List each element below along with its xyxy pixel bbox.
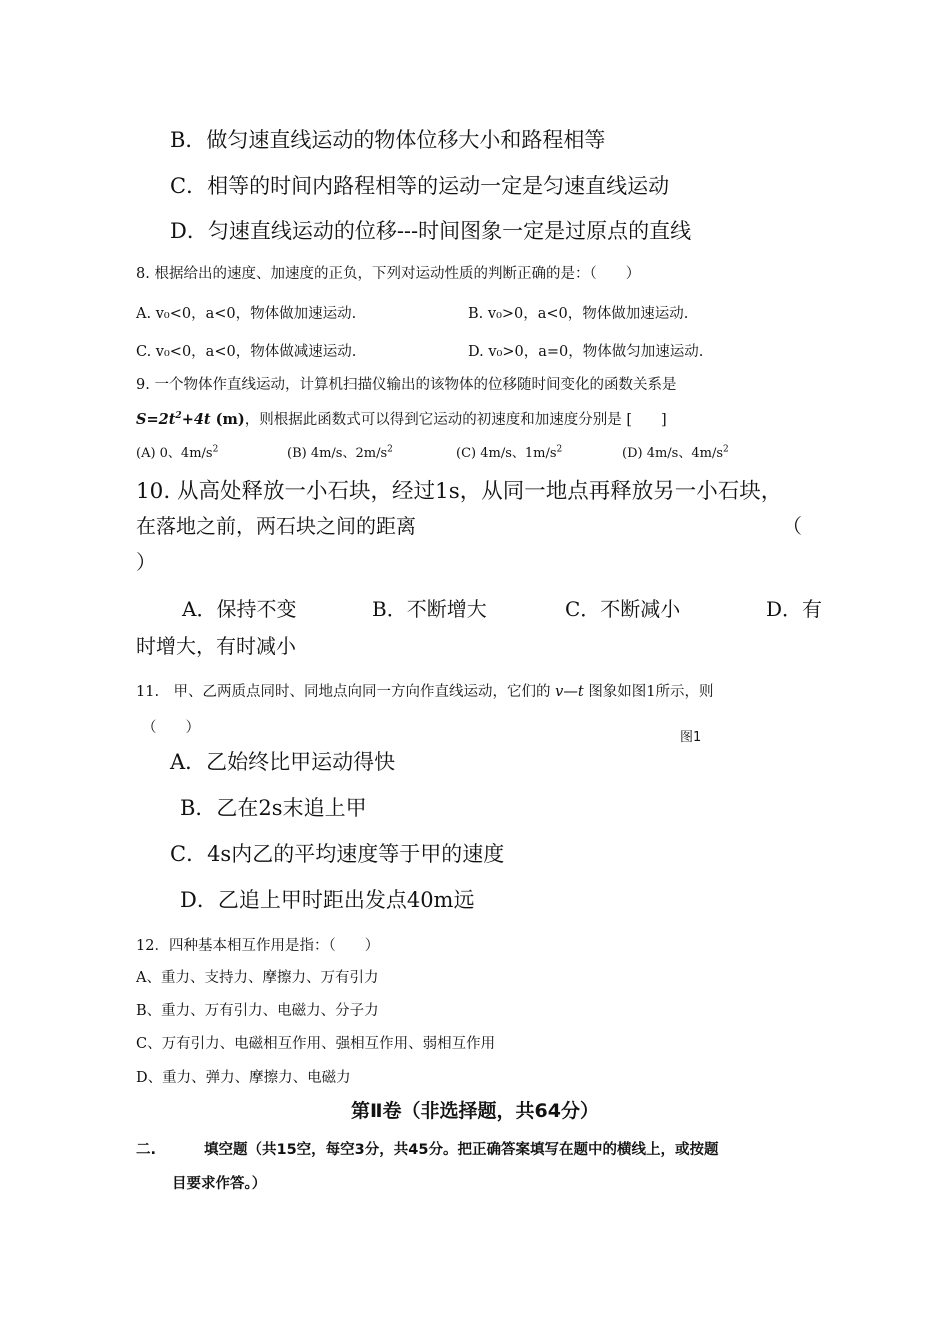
q8-option-a: A. v₀<0，a<0，物体做加速运动.	[136, 306, 357, 322]
q8-option-b: B. v₀>0，a<0，物体做加速运动.	[468, 306, 689, 322]
q7-option-d: D．匀速直线运动的位移---时间图象一定是过原点的直线	[170, 219, 692, 243]
q11-option-c: C．4s内乙的平均速度等于甲的速度	[170, 842, 505, 866]
q9-option-b: (B) 4m/s、$2m/s^2$	[287, 444, 393, 461]
q10-option-c: C．不断减小	[565, 597, 681, 621]
q10-option-d: D．有	[766, 597, 823, 621]
q10-option-d-cont: 时增大，有时减小	[136, 634, 296, 658]
q8-option-d: D. v₀>0，a=0，物体做匀加速运动.	[468, 344, 704, 360]
q9-formula-line	[136, 408, 667, 429]
q10-paren-close: ）	[136, 550, 156, 574]
q12-stem: 12．四种基本相互作用是指：（ ）	[136, 938, 380, 954]
section-description-cont: 目要求作答。）	[172, 1176, 267, 1192]
q11-option-b: B．乙在2s末追上甲	[180, 796, 367, 820]
section-description: 填空题（共15空，每空3分，共45分。把正确答案填写在题中的横线上，或按题	[204, 1142, 719, 1158]
q12-option-b: B、重力、万有引力、电磁力、分子力	[136, 1003, 379, 1019]
q11-option-d: D．乙追上甲时距出发点40m远	[180, 888, 475, 912]
q10-paren-open: （	[782, 514, 802, 538]
q12-option-c: C、万有引力、电磁相互作用、强相互作用、弱相互作用	[136, 1036, 496, 1052]
q9-option-d: (D) 4m/s、$4m/s^2$	[622, 444, 729, 461]
q7-option-c: C．相等的时间内路程相等的运动一定是匀速直线运动	[170, 174, 670, 198]
q9-formula-unit: (m)	[210, 411, 245, 428]
q12-option-d: D、重力、弹力、摩擦力、电磁力	[136, 1070, 351, 1086]
section-number: 二.	[136, 1142, 157, 1158]
q8-option-c: C. v₀<0，a<0，物体做减速运动.	[136, 344, 357, 360]
q9-stem: 9. 一个物体作直线运动，计算机扫描仪输出的该物体的位移随时间变化的函数关系是	[136, 377, 677, 393]
q11-figure-label: 图1	[680, 730, 702, 745]
q12-option-a: A、重力、支持力、摩擦力、万有引力	[136, 970, 379, 986]
q9-option-c: (C) 4m/s、$1m/s^2$	[456, 444, 563, 461]
q10-option-a: A．保持不变	[182, 597, 297, 621]
q9-stem-cont: ，则根据此函数式可以得到它运动的初速度和加速度分别是 [ ]	[244, 412, 667, 428]
q11-paren: （ ）	[142, 720, 200, 736]
q10-option-b: B．不断增大	[372, 597, 487, 621]
section-title: 第Ⅱ卷（非选择题，共64分）	[351, 1100, 599, 1122]
q9-option-a: (A) 0、$4m/s^2$	[136, 444, 219, 461]
q7-option-b: B．做匀速直线运动的物体位移大小和路程相等	[170, 128, 606, 152]
q9-formula: $S=2t^2+4t$	[136, 411, 211, 428]
q11-stem: 11. 甲、乙两质点同时、同地点向同一方向作直线运动，它们的 v—t 图象如图1所示，则	[136, 684, 714, 700]
q8-stem: 8. 根据给出的速度、加速度的正负，下列对运动性质的判断正确的是：（ ）	[136, 266, 641, 282]
q10-line1: 10. 从高处释放一小石块，经过1s，从同一地点再释放另一小石块，	[136, 479, 783, 504]
q10-line2: 在落地之前，两石块之间的距离	[136, 514, 416, 538]
q11-option-a: A．乙始终比甲运动得快	[170, 750, 396, 774]
